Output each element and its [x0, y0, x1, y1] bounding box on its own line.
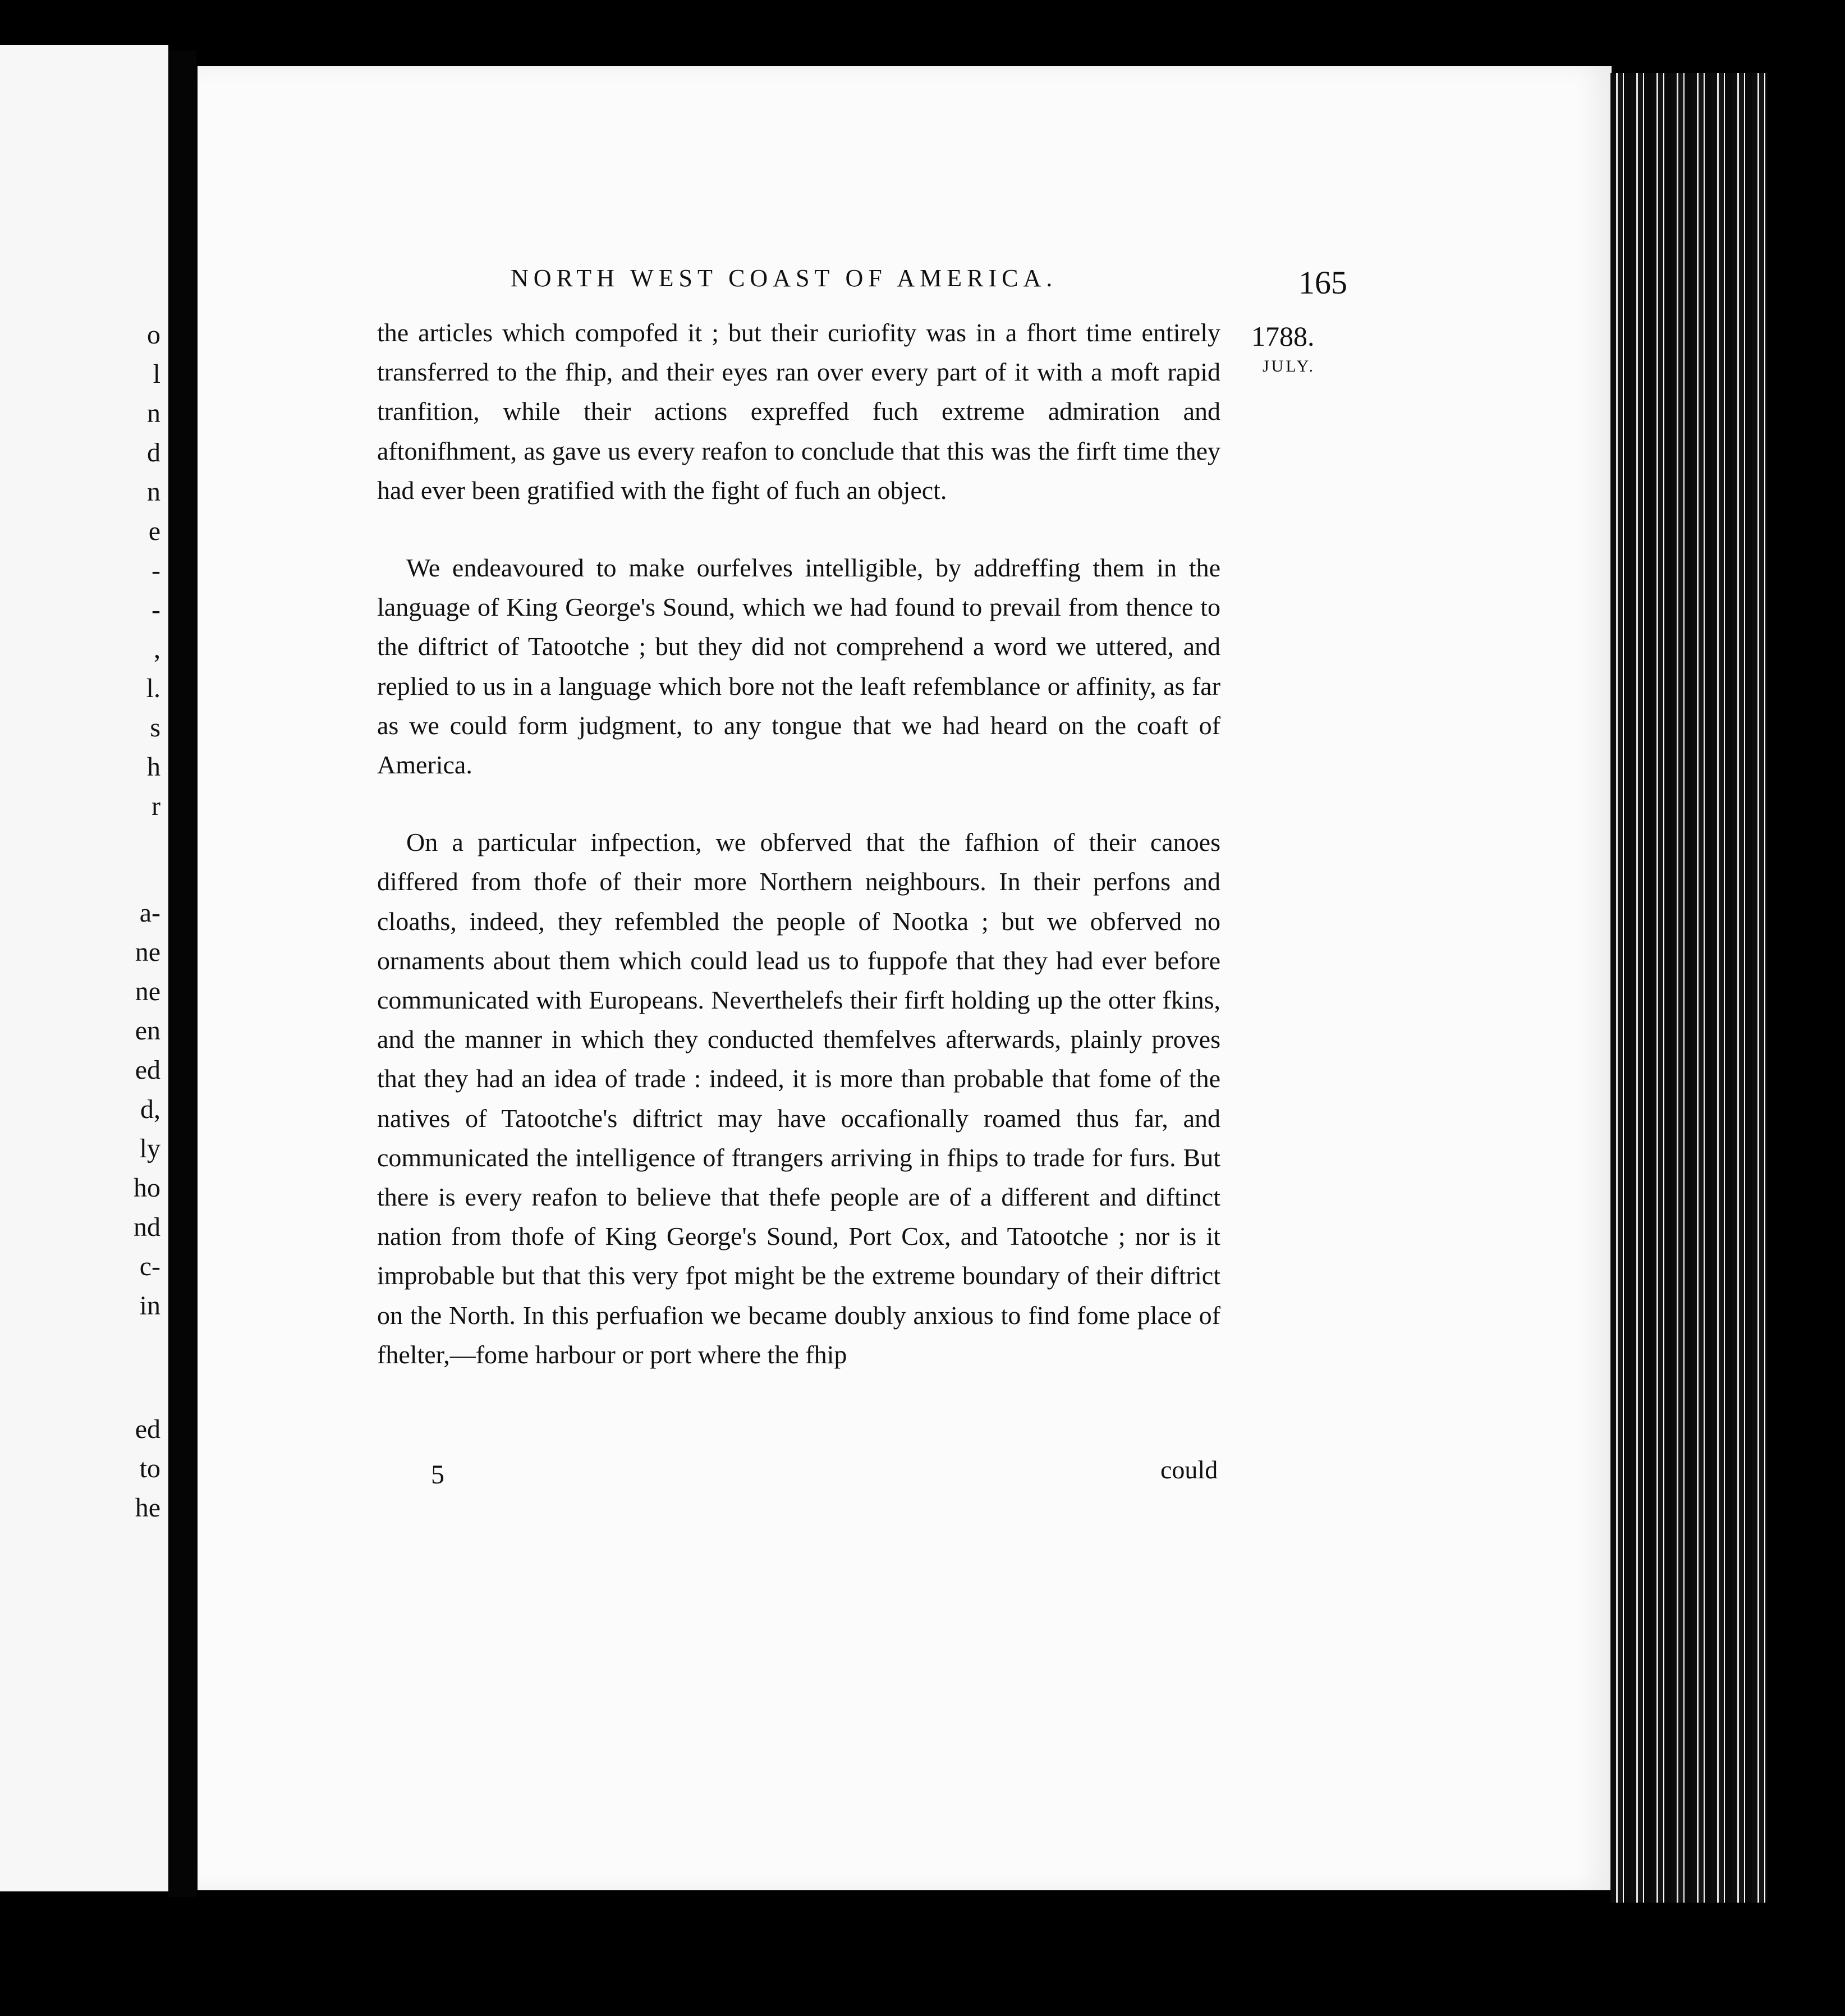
left-page-text-fragment: d — [147, 438, 160, 468]
left-page-text-fragment: ne — [135, 977, 160, 1006]
left-page-text-fragment: , — [154, 634, 160, 664]
left-page-text-fragment: nd — [134, 1212, 160, 1242]
left-page-text-fragment: a- — [139, 898, 160, 928]
left-page-text-fragment: n — [147, 477, 160, 507]
paragraph: We endeavoured to make ourfelves intelligible, by addreffing them in the language of King George's Sound, which we had found to prevail from thence to the diftrict of Tatootche ; but they did not comprehend a word we uttered, and replied to us in a language which bore not the leaft refemblance or affinity, as far as we could form judgment, to any tongue that we had heard on the coaft of America. — [377, 553, 1220, 780]
left-page-text-fragment: h — [147, 752, 160, 782]
left-page-text-fragment: to — [139, 1454, 160, 1483]
left-page-text-fragment: ne — [135, 937, 160, 967]
page-number: 165 — [1298, 264, 1347, 301]
left-page-text-fragment: he — [135, 1493, 160, 1523]
left-page-text-fragment: n — [147, 398, 160, 428]
left-page-text-fragment: en — [135, 1016, 160, 1046]
left-page-text-fragment: ho — [134, 1173, 160, 1203]
book-gutter — [168, 51, 196, 1897]
paragraph: On a particular infpection, we obferved that the fafhion of their canoes differed from thofe of their more Northern neighbours. In their perfons and cloaths, indeed, they refembled the people of Nootka ; but we obferved no ornaments about them which could lead us to fuppofe that they had ever before communicated with Europeans. Neverthelefs their firft holding up the otter fkins, and the manner in which they conducted themfelves afterwards, plainly proves that they had an idea of trade : indeed, it is more than probable that fome of the natives of Tatootche's diftrict may have occafionally roamed thus far, and communicated the intelligence of ftrangers arriving in fhips to trade for furs. But there is every reafon to believe that thefe people are of a different and diftinct nation from thofe of King George's Sound, Port Cox, and Tatootche ; nor is it improbable but that this very fpot might be the extreme boundary of their diftrict on the North. In this perfuafion we became doubly anxious to find fome place of fhelter,—fome harbour or port where the fhip — [377, 828, 1220, 1369]
left-page-text-fragment: o — [147, 320, 160, 350]
left-page-text-fragment: ed — [135, 1055, 160, 1085]
signature-mark: 5 — [431, 1460, 444, 1490]
page-fore-edge — [1610, 73, 1779, 1903]
running-head: NORTH WEST COAST OF AMERICA. — [511, 264, 1058, 292]
left-page-text-fragment: s — [150, 713, 160, 743]
catchword: could — [1160, 1455, 1218, 1484]
scan-background — [1768, 0, 1845, 2016]
left-page-text-fragment: c- — [139, 1252, 160, 1281]
left-page-text-fragment: ed — [135, 1414, 160, 1444]
marginal-month: JULY. — [1263, 357, 1315, 375]
body-text — [377, 313, 1220, 1374]
left-page-text-fragment: - — [152, 595, 160, 625]
left-page-text-fragment: l. — [146, 673, 160, 703]
left-page-text-fragment: ly — [139, 1134, 160, 1163]
left-page-text-fragment: in — [139, 1291, 160, 1321]
left-page-text-fragment: r — [152, 791, 160, 821]
left-page-fragment — [0, 45, 168, 1891]
left-page-text-fragment: - — [152, 556, 160, 585]
marginal-year: 1788. — [1251, 320, 1315, 352]
left-page-text-fragment: l — [153, 359, 160, 389]
left-page-text-fragment: e — [148, 516, 160, 546]
paragraph: the articles which compofed it ; but their curiofity was in a fhort time entirely transferred to the fhip, and their eyes ran over every part of it with a moft rapid tranfition, while their actions expreffed fuch extreme admiration and aftonifhment, as gave us every reafon to conclude that this was the firft time they had ever been gratified with the fight of fuch an object. — [377, 318, 1220, 505]
left-page-text-fragment: d, — [140, 1094, 160, 1124]
